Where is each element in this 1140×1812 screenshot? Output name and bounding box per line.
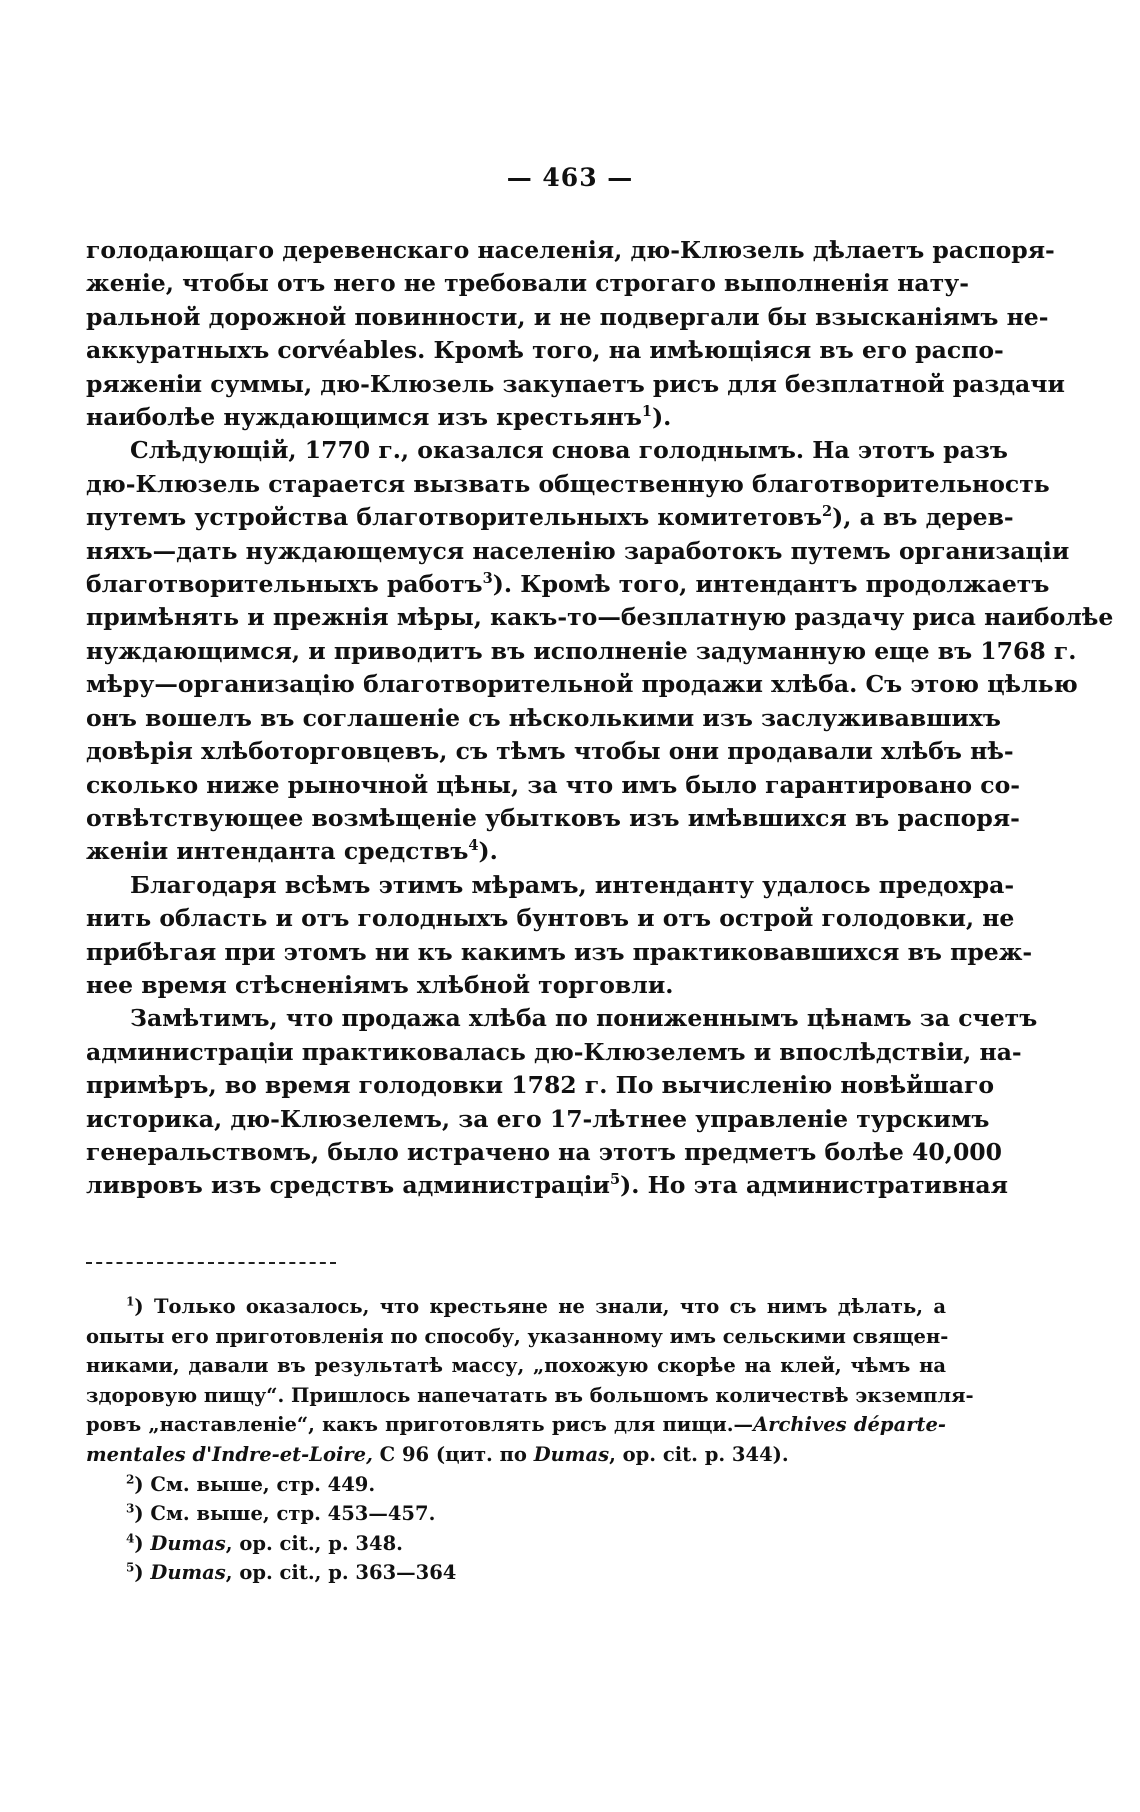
text-line: нить область и отъ голодныхъ бунтовъ и отъ острой голодовки, не [86,904,1015,933]
footnote-4: $^4$) Dumas, op. cit., p. 348. [126,1531,403,1555]
text-line: довѣрія хлѣботорговцевъ, съ тѣмъ чтобы они продавали хлѣбъ нѣ- [86,737,1014,766]
footnote-reference: 5 [609,1171,621,1189]
footnote-marker: 5 [126,1560,135,1575]
text-line: генеральствомъ, было истрачено на этотъ предметъ болѣе 40,000 [86,1137,1002,1166]
footnote-1-line: ровъ „наставленіе“, какъ приготовлять рисъ для пищи.—Archives départe- [86,1413,946,1437]
main-text [86,234,1114,1203]
footnote-reference: 2 [822,503,833,521]
text-line: женіи интенданта средствъ$^4$). [86,837,498,866]
footnote-marker: 2 [126,1472,135,1487]
text-line: нее время стѣсненіямъ хлѣбной торговли. [86,970,674,999]
footnote-marker: 4 [126,1531,135,1546]
text-line: голодающаго деревенскаго населенія, дю-Клюзель дѣлаетъ распоря- [86,236,1055,264]
text-line: прибѣгая при этомъ ни къ какимъ изъ практиковавшихся въ преж- [86,937,1033,966]
text-line: мѣру—организацію благотворительной продажи хлѣба. Съ этою цѣлью [86,670,1078,699]
text-line: Слѣдующій, 1770 г., оказался снова голоднымъ. На этотъ разъ [130,436,1008,465]
text-line: администраціи практиковалась дю-Клюзелемъ и впослѣдствіи, на- [86,1037,1022,1066]
footnote-5: $^5$) Dumas, op. cit., p. 363—364 [126,1560,457,1585]
footnote-reference: 1 [641,403,653,421]
text-line: ряженіи суммы, дю-Клюзель закупаетъ рисъ для безплатной раздачи [86,369,1065,398]
text-line: онъ вошелъ въ соглашеніе съ нѣсколькими изъ заслуживавшихъ [86,703,1001,732]
text-line: няхъ—дать нуждающемуся населенію заработокъ путемъ организаціи [86,536,1070,565]
text-line: дю-Клюзель старается вызвать общественную благотворительность [86,469,1050,498]
footnote-marker: 1 [126,1294,135,1309]
text-line: примѣнять и прежнія мѣры, какъ-то—безплатную раздачу риса наиболѣе [86,603,1114,632]
text-line: примѣръ, во время голодовки 1782 г. По вычисленію новѣйшаго [86,1071,995,1100]
text-line: ральной дорожной повинности, и не подвергали бы взысканіямъ не- [86,302,1049,331]
text-line: отвѣтствующее возмѣщеніе убытковъ изъ имѣвшихся въ распоря- [86,803,1020,832]
footnote-1-line: $^1$) Только оказалось, что крестьяне не знали, что съ нимъ дѣлать, а [126,1294,946,1318]
footnote-2: $^2$) См. выше, стр. 449. [126,1472,376,1496]
footnote-1-line: опыты его приготовленія по способу, указанному имъ сельскими священ- [86,1324,949,1348]
text-line: ливровъ изъ средствъ администраціи$^5$). Но эта административная [86,1171,1008,1200]
text-line: нуждающимся, и приводитъ въ исполненіе задуманную еще въ 1768 г. [86,636,1077,665]
footnotes [86,1292,974,1588]
text-line: сколько ниже рыночной цѣны, за что имъ было гарантировано со- [86,770,1021,799]
text-line: благотворительныхъ работъ$^3$). Кромѣ того, интендантъ продолжаетъ [86,570,1050,599]
text-line: Благодаря всѣмъ этимъ мѣрамъ, интенданту удалось предохра- [130,870,1015,899]
footnote-1-line: никами, давали въ результатѣ массу, „похожую скорѣе на клей, чѣмъ на [86,1354,946,1378]
footnote-1-line: здоровую пищу“. Пришлось напечатать въ большомъ количествѣ экземпля- [86,1383,974,1407]
text-line: путемъ устройства благотворительныхъ комитетовъ$^2$), а въ дерев- [86,503,1014,532]
footnote-reference: 4 [468,837,479,855]
text-line: Замѣтимъ, что продажа хлѣба по пониженнымъ цѣнамъ за счетъ [130,1004,1038,1033]
footnote-1-line: mentales d'Indre-et-Loire, С 96 (цит. по Dumas, op. cit. p. 344). [86,1442,789,1466]
footnote-3: $^3$) См. выше, стр. 453—457. [126,1501,436,1526]
footnote-separator [86,1262,336,1264]
text-line: аккуратныхъ corvéables. Кромѣ того, на имѣющіяся въ его распо- [86,336,1004,365]
text-line: женіе, чтобы отъ него не требовали строгаго выполненія нату- [86,269,969,298]
page-number: — 463 — [506,163,634,192]
footnote-reference: 3 [482,570,493,588]
footnote-marker: 3 [126,1501,135,1516]
text-line: наиболѣе нуждающимся изъ крестьянъ$^1$). [86,403,672,432]
text-line: историка, дю-Клюзелемъ, за его 17-лѣтнее управленіе турскимъ [86,1104,990,1133]
